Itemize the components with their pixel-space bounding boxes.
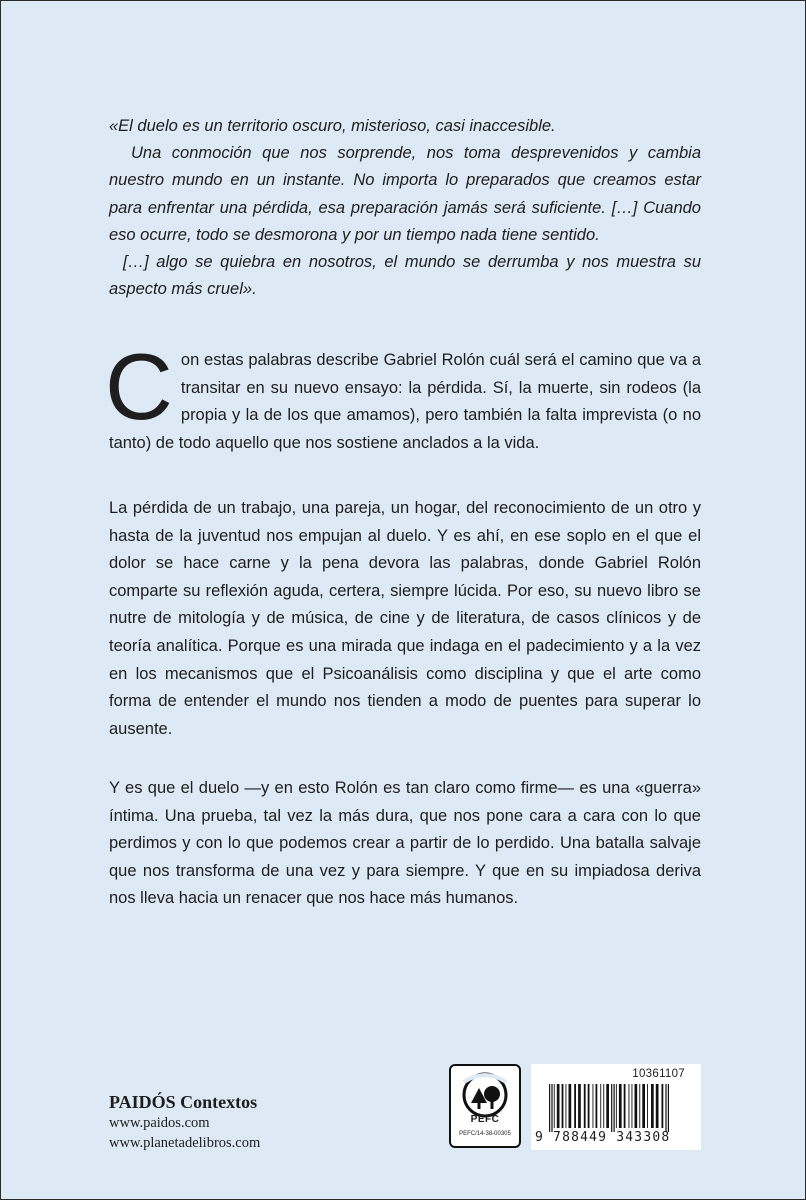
barcode-bar (668, 1084, 669, 1132)
barcode-bar (566, 1084, 567, 1128)
opening-quote (109, 113, 701, 303)
barcode-bar (562, 1084, 564, 1128)
barcode-bar (584, 1084, 586, 1128)
barcode-bar (629, 1084, 630, 1128)
quote-paragraph-2: Una conmoción que nos sorprende, nos toma desprevenidos y cambia nuestro mundo en un instante. No importa lo preparados que creamos estar para enfrentar una pérdida, esa preparación jamás será suficiente. […] Cuando eso ocurre, todo se desmorona y por un tiempo nada tiene sentido. (109, 144, 701, 244)
barcode-bar (603, 1084, 604, 1128)
barcode-bar (569, 1084, 572, 1128)
barcode-area (531, 1064, 701, 1150)
barcode-bar (662, 1084, 664, 1128)
barcode-bar (619, 1084, 622, 1128)
barcode-bar (635, 1084, 638, 1128)
barcode-bar (614, 1084, 615, 1132)
pefc-code: PEFC/14-38-00305 (459, 1131, 511, 1137)
publisher-url-1: www.paidos.com (109, 1115, 210, 1131)
barcode-bar (574, 1084, 576, 1128)
barcode-bar (549, 1084, 550, 1132)
isbn-number: 9 788449 343308 (535, 1130, 671, 1145)
barcode-bar (554, 1084, 555, 1128)
intro-paragraph (105, 334, 701, 457)
pefc-label: PEFC (470, 1114, 500, 1125)
barcode-bar (665, 1084, 666, 1132)
barcode-bar (656, 1084, 659, 1128)
paragraph-3-text: Y es que el duelo —y en esto Rolón es tan claro como firme— es una «guerra» íntima. Una prueba, tal vez la más dura, que nos pone cara a cara con lo que perdimos y con lo que podemos crear a partir de lo perdido. Una batalla salvaje que nos transforma de una vez y para siempre. Y que en su impiadosa deriva nos lleva hacia un renacer que nos hace más humanos. (109, 779, 701, 908)
barcode-bar (647, 1084, 648, 1128)
barcode-bar (651, 1084, 654, 1128)
barcode-bar (632, 1084, 633, 1128)
barcode-bar (578, 1084, 581, 1128)
body-paragraph-2 (109, 495, 701, 743)
paragraph-2-text: La pérdida de un trabajo, una pareja, un hogar, del reconocimiento de un otro y hasta de la juventud nos empujan al duelo. Y es ahí, en ese soplo en el que el dolor se hace carne y la pena devora las palabras, donde Gabriel Rolón comparte su reflexión aguda, certera, siempre lúcida. Por eso, su nuevo libro se nutre de mitología y de música, de cine y de literatura, de casos clínicos y de teoría analítica. Porque es una mirada que indaga en el padecimiento y a la vez en los mecanismos que el Psicoanálisis como disciplina y que el arte como forma de entender el mundo nos tienden a modo de puentes para superar lo ausente. (109, 499, 701, 738)
quote-paragraph-3: […] algo se quiebra en nosotros, el mundo se derrumba y nos muestra su aspecto más cruel». (109, 253, 701, 299)
publisher-name: PAIDÓS Contextos (109, 1092, 258, 1112)
product-number: 10361107 (632, 1068, 685, 1080)
barcode-bar (600, 1084, 601, 1128)
barcode-bar (551, 1084, 552, 1132)
barcode-bar (639, 1084, 640, 1128)
barcode-bar (596, 1084, 598, 1128)
barcode-bar (557, 1084, 560, 1128)
barcode-bar (588, 1084, 590, 1128)
barcode-bar (624, 1084, 626, 1128)
barcode-bar (642, 1084, 645, 1128)
pefc-logo (449, 1064, 521, 1148)
barcode-bar (606, 1084, 609, 1128)
quote-line-1: «El duelo es un territorio oscuro, misterioso, casi inaccesible. (109, 117, 556, 135)
publisher-url-2: www.planetadelibros.com (109, 1135, 261, 1151)
publisher-block (109, 1091, 260, 1153)
intro-text: on estas palabras describe Gabriel Rolón cuál será el camino que va a transitar en su nuevo ensayo: la pérdida. Sí, la muerte, sin rodeos (la propia y la de los que amamos), pero también la falta imprevista (o no tanto) de todo aquello que nos sostiene anclados a la vida. (109, 351, 701, 452)
isbn-barcode (545, 1084, 689, 1132)
barcode-bar (611, 1084, 612, 1132)
body-paragraph-3 (109, 775, 701, 913)
drop-cap: C (105, 334, 173, 439)
barcode-bar (593, 1084, 594, 1128)
barcode-bar (616, 1084, 617, 1128)
